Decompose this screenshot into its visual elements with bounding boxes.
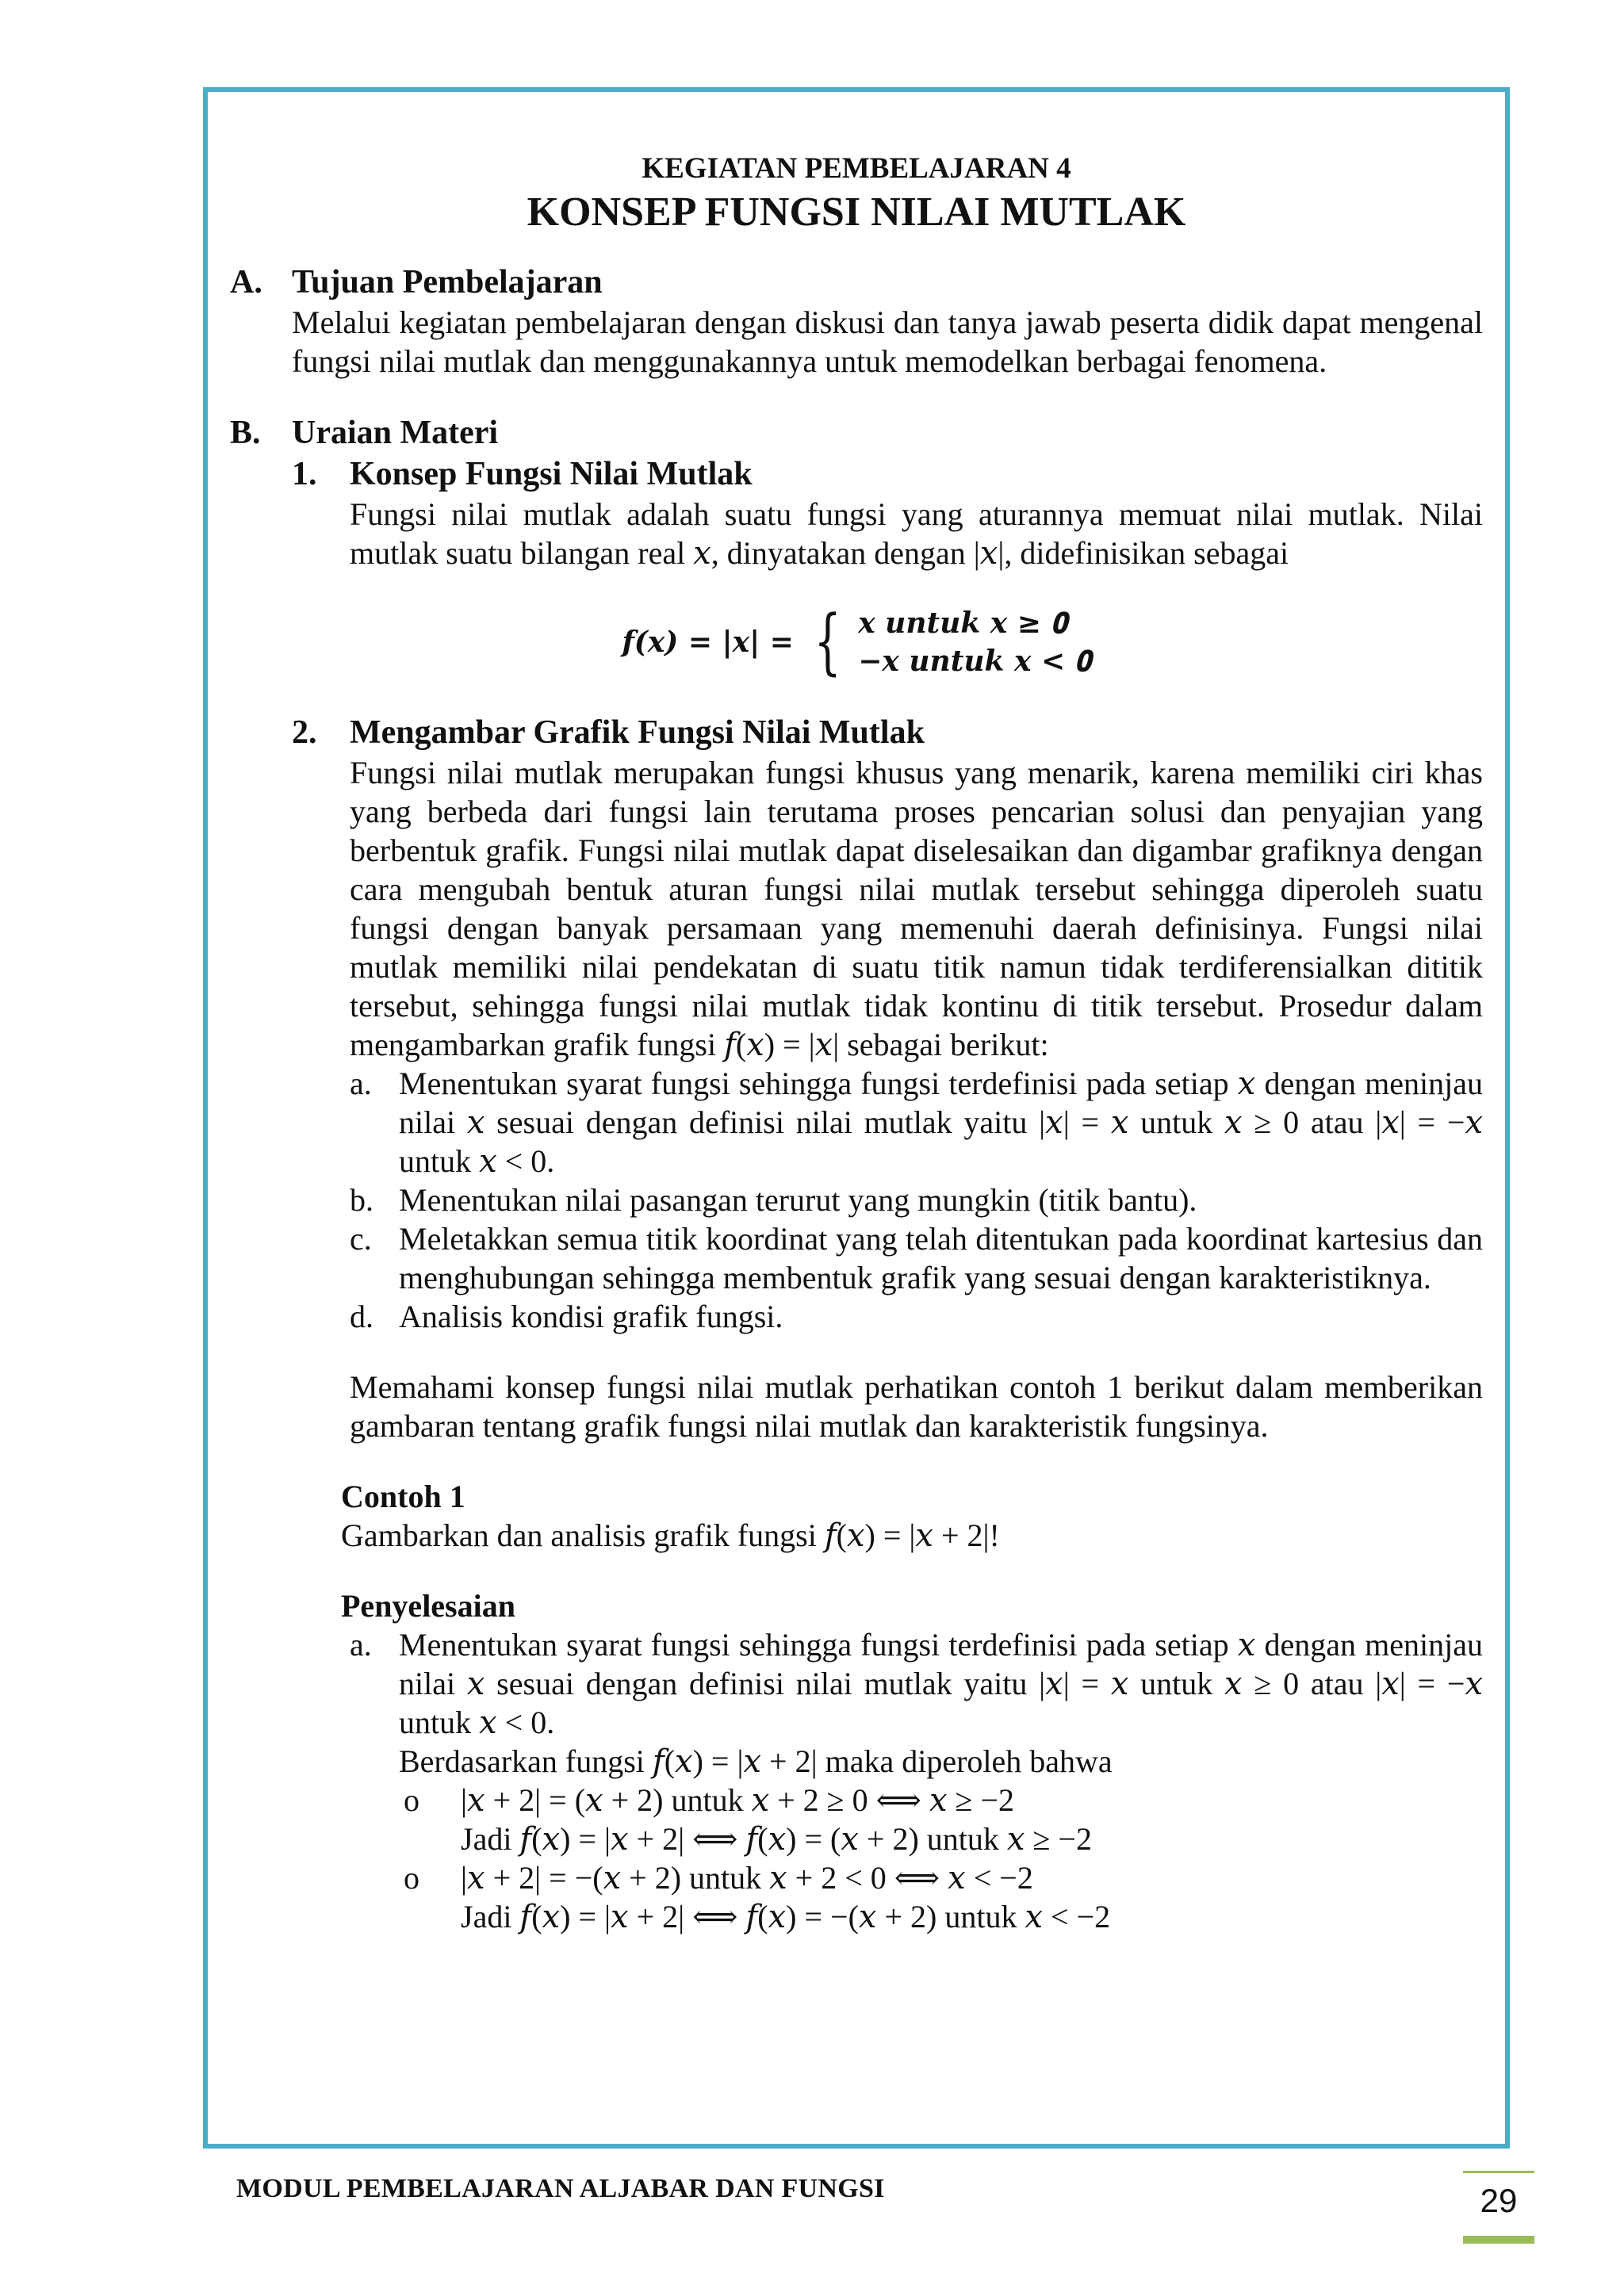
procedure-step-text: Menentukan syarat fungsi sehingga fungsi terdefinisi pada setiap 𝑥 dengan meninjau nilai 𝑥 sesuai dengan definisi nilai mutlak yaitu |𝑥| = 𝑥 untuk 𝑥 ≥ 0 atau |𝑥| = −𝑥 untuk 𝑥 < 0. <box>399 1066 1483 1179</box>
section-a-letter: A. <box>230 264 262 300</box>
subsection-1-title: Konsep Fungsi Nilai Mutlak <box>350 456 753 492</box>
footer-module-title: MODUL PEMBELAJARAN ALJABAR DAN FUNGSI <box>236 2174 885 2203</box>
formula-cases <box>858 604 1091 680</box>
subsection-1-heading <box>292 453 1483 495</box>
procedure-step-mark: a. <box>350 1066 372 1101</box>
solution-step-a-extra: Berdasarkan fungsi 𝑓(𝑥) = |𝑥 + 2| maka diperoleh bahwa <box>399 1743 1113 1779</box>
bullet-circle-icon: o <box>404 1860 419 1896</box>
procedure-step-text: Meletakkan semua titik koordinat yang telah ditentukan pada koordinat kartesius dan menghubungan sehingga membentuk grafik yang sesuai dengan karakteristiknya. <box>399 1221 1483 1295</box>
solution-case-line-1: |𝑥 + 2| = −(𝑥 + 2) untuk 𝑥 + 2 < 0 ⟺ 𝑥 < −2 <box>461 1860 1033 1896</box>
section-a-body: Melalui kegiatan pembelajaran dengan diskusi dan tanya jawab peserta didik dapat mengenal fungsi nilai mutlak dan menggunakannya untuk memodelkan berbagai fenomena. <box>292 304 1483 379</box>
lesson-kicker: KEGIATAN PEMBELAJARAN 4 <box>642 152 1071 185</box>
subsection-2-title: Mengambar Grafik Fungsi Nilai Mutlak <box>350 714 925 751</box>
section-b-title: Uraian Materi <box>292 415 499 451</box>
absolute-value-definition <box>230 600 1483 683</box>
subsection-2-body: Fungsi nilai mutlak merupakan fungsi khusus yang menarik, karena memiliki ciri khas yang berbeda dari fungsi lain terutama proses pencarian solusi dan penyajian yang berbentuk grafik. Fungsi nilai mutlak dapat diselesaikan dan digambar grafiknya dengan cara mengubah bentuk aturan fungsi nilai mutlak tersebut sehingga diperoleh suatu fungsi dengan banyak persamaan yang memenuhi daerah definisinya. Fungsi nilai mutlak memiliki nilai pendekatan di suatu titik namun tidak terdiferensialkan dititik tersebut, sehingga fungsi nilai mutlak tidak kontinu di titik tersebut. Prosedur dalam mengambarkan grafik fungsi 𝑓(𝑥) = |𝑥| sebagai berikut: <box>350 755 1483 1062</box>
solution-case-line-2: Jadi 𝑓(𝑥) = |𝑥 + 2| ⟺ 𝑓(𝑥) = (𝑥 + 2) untuk 𝑥 ≥ −2 <box>461 1821 1092 1857</box>
procedure-step <box>350 1064 1483 1181</box>
solution-case-line-1: |𝑥 + 2| = (𝑥 + 2) untuk 𝑥 + 2 ≥ 0 ⟺ 𝑥 ≥ −2 <box>461 1782 1015 1818</box>
lesson-title: KONSEP FUNGSI NILAI MUTLAK <box>527 189 1186 235</box>
section-a-heading <box>230 262 1483 303</box>
solution-heading: Penyelesaian <box>341 1588 515 1624</box>
procedure-step-text: Analisis kondisi grafik fungsi. <box>399 1299 783 1334</box>
example-question: Gambarkan dan analisis grafik fungsi 𝑓(𝑥) = |𝑥 + 2|! <box>341 1517 1000 1553</box>
page-content <box>230 151 1483 1936</box>
subsection-2-closing: Memahami konsep fungsi nilai mutlak perhatikan contoh 1 berikut dalam memberikan gambaran tentang grafik fungsi nilai mutlak dan karakteristik fungsinya. <box>350 1369 1483 1444</box>
section-b-heading <box>230 412 1483 453</box>
example-heading: Contoh 1 <box>341 1479 465 1514</box>
procedure-step <box>350 1181 1483 1219</box>
solution-case <box>399 1858 1483 1936</box>
procedure-step-mark: d. <box>350 1299 373 1334</box>
formula-case-2: −𝒙 untuk 𝒙 < 𝟎 <box>858 645 1091 678</box>
solution-step-a <box>350 1625 1483 1781</box>
solution-step-mark: a. <box>350 1627 372 1663</box>
solution-case <box>399 1781 1483 1858</box>
subsection-1-body: Fungsi nilai mutlak adalah suatu fungsi yang aturannya memuat nilai mutlak. Nilai mutlak suatu bilangan real 𝑥, dinyatakan dengan |𝑥|, didefinisikan sebagai <box>350 496 1483 571</box>
solution-step-a-text: Menentukan syarat fungsi sehingga fungsi terdefinisi pada setiap 𝑥 dengan meninjau nilai 𝑥 sesuai dengan definisi nilai mutlak yaitu |𝑥| = 𝑥 untuk 𝑥 ≥ 0 atau |𝑥| = −𝑥 untuk 𝑥 < 0. <box>399 1627 1483 1740</box>
page-number: 29 <box>1480 2182 1518 2219</box>
procedure-step-text: Menentukan nilai pasangan terurut yang mungkin (titik bantu). <box>399 1182 1197 1218</box>
subsection-2-heading <box>292 712 1483 753</box>
procedure-step-mark: c. <box>350 1221 372 1257</box>
procedure-step-mark: b. <box>350 1182 373 1218</box>
formula-case-1: 𝒙 untuk 𝒙 ≥ 𝟎 <box>858 607 1067 640</box>
page-number-rule-bottom <box>1463 2236 1534 2244</box>
section-b-letter: B. <box>230 415 261 451</box>
section-a-title: Tujuan Pembelajaran <box>292 264 603 300</box>
subsection-2-number: 2. <box>292 714 317 751</box>
page-number-box <box>1463 2171 1534 2244</box>
procedure-step <box>350 1219 1483 1297</box>
formula-lhs: 𝒇(𝒙) = |𝒙| = <box>622 625 794 659</box>
solution-case-line-2: Jadi 𝑓(𝑥) = |𝑥 + 2| ⟺ 𝑓(𝑥) = −(𝑥 + 2) untuk 𝑥 < −2 <box>461 1899 1111 1934</box>
page-number-rule-top <box>1463 2171 1534 2173</box>
solution-step-text <box>399 1625 1483 1781</box>
procedure-step <box>350 1297 1483 1336</box>
subsection-1-number: 1. <box>292 456 317 492</box>
piecewise-brace: { <box>814 600 841 683</box>
bullet-circle-icon: o <box>404 1782 419 1818</box>
